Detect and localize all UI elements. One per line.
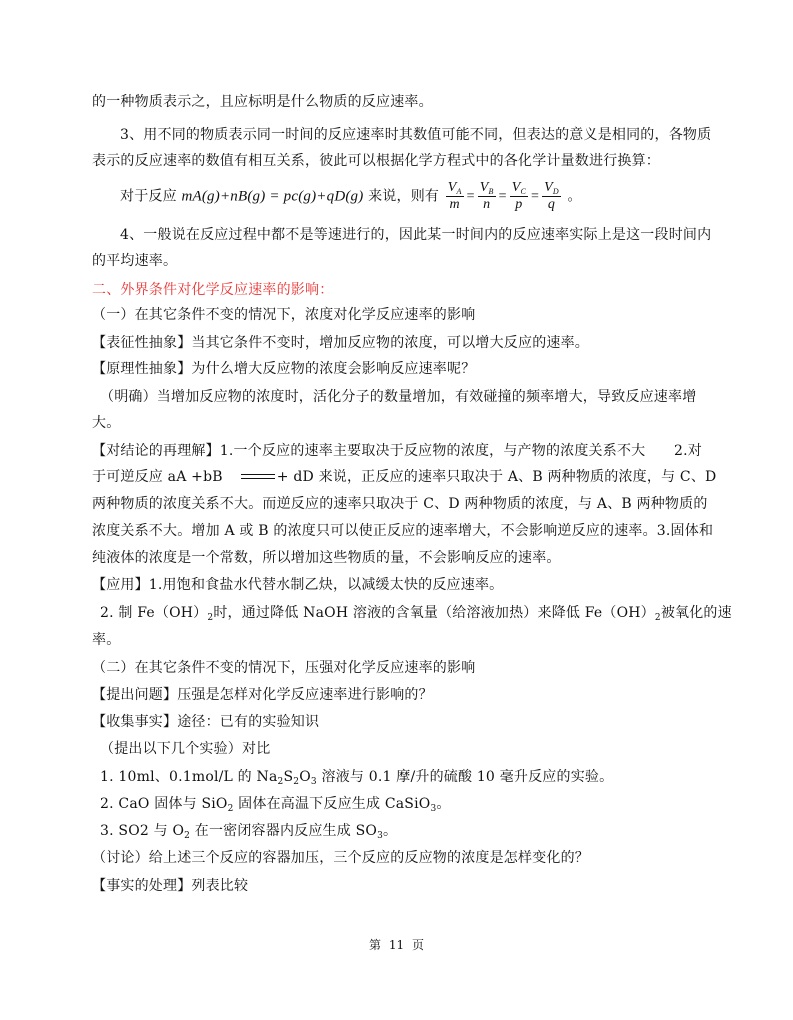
equals-sign: = — [466, 188, 475, 204]
text-span: 于可逆反应 aA +bB — [92, 469, 223, 485]
text-span: 被氧化的速 — [660, 605, 732, 621]
paragraph-line: 【表征性抽象】当其它条件不变时，增加反应物的浓度，可以增大反应的速率。 — [92, 335, 589, 351]
section-heading-2: 二、外界条件对化学反应速率的影响： — [92, 282, 334, 298]
reversible-arrow-icon — [241, 472, 275, 482]
fraction-vc-p: $\frac{V_C}{p}$ — [511, 180, 527, 212]
page-number: 第 11 页 — [369, 938, 424, 952]
paragraph-line — [92, 442, 702, 460]
experiment-item-2: 2. CaO 固体与 SiO$_2$ 固体在高温下反应生成 CaSiO$_3$。 — [100, 796, 451, 814]
paragraph-line: 【收集事实】途径：已有的实验知识 — [92, 714, 320, 730]
paragraph-line: 纯液体的浓度是一个常数，所以增加这些物质的量，不会影响反应的速率。 — [92, 550, 561, 566]
paragraph-line: 浓度关系不大。增加 A 或 B 的浓度只可以使正反应的速率增大，不会影响逆反应的速率。3.固体和 — [92, 523, 714, 539]
fraction-va-m: $\frac{V_A}{m}$ — [447, 180, 462, 212]
equals-sign: = — [531, 188, 540, 204]
paragraph-point-4: 4、一般说在反应过程中都不是等速进行的，因此某一时间内的反应速率实际上是这一段时间内 — [120, 227, 712, 243]
subsection-heading-pressure: （二）在其它条件不变的情况下，压强对化学反应速率的影响 — [92, 660, 476, 676]
fraction-vd-q: $\frac{V_D}{q}$ — [544, 180, 559, 212]
paragraph-point-3: 3、用不同的物质表示同一时间的反应速率时其数值可能不同，但表达的意义是相同的，各物质 — [120, 127, 712, 143]
formula-end: 。 — [567, 188, 582, 205]
text-span: 2. 制 Fe（OH） — [100, 605, 208, 621]
formula-middle: 来说，则有 — [368, 188, 440, 205]
paragraph-line: 大。 — [92, 415, 121, 431]
formula-prefix: 对于反应 — [120, 188, 177, 205]
experiment-item-1: 1. 10ml、0.1mol/L 的 $Na_2S_2O_3$ 溶液与 0.1 摩/升的硫酸 10 毫升反应的实验。 — [100, 769, 614, 787]
paragraph-line: 的一种物质表示之，且应标明是什么物质的反应速率。 — [92, 94, 433, 110]
text-span: 2.对 — [674, 443, 702, 459]
rate-formula — [120, 180, 582, 213]
paragraph-line: （讨论）给上述三个反应的容器加压，三个反应的反应物的浓度是怎样变化的？ — [92, 850, 589, 866]
paragraph-line: （明确）当增加反应物的浓度时，活化分子的数量增加，有效碰撞的频率增大，导致反应速率增 — [100, 389, 697, 405]
experiment-item-3: 3. SO2 与 $O_2$ 在一密闭容器内反应生成 $SO_3$。 — [100, 823, 398, 841]
paragraph-line — [100, 604, 732, 622]
equals-sign: = — [498, 188, 507, 204]
fraction-vb-n: $\frac{V_B}{n}$ — [479, 180, 494, 212]
text-span: 时，通过降低 NaOH 溶液的含氧量（给溶液加热）来降低 Fe（OH） — [213, 605, 655, 621]
paragraph-line: 【应用】1.用饱和食盐水代替水制乙炔，以减缓太快的反应速率。 — [92, 577, 504, 593]
paragraph-line: 【事实的处理】列表比较 — [92, 878, 249, 894]
paragraph-line — [92, 468, 716, 486]
paragraph-line: 两种物质的浓度关系不大。而逆反应的速率只取决于 C、D 两种物质的浓度，与 A、B 两种物质的 — [92, 496, 708, 512]
paragraph-line: 【提出问题】压强是怎样对化学反应速率进行影响的？ — [92, 687, 433, 703]
paragraph-line: 率。 — [92, 632, 121, 648]
paragraph-line: 表示的反应速率的数值有相互关系，彼此可以根据化学方程式中的各化学计量数进行换算： — [92, 153, 660, 169]
subscript: 2 — [654, 613, 661, 623]
paragraph-line: 的平均速率。 — [92, 253, 178, 269]
reaction-equation: mA(g)+nB(g) = pc(g)+qD(g) — [181, 188, 364, 205]
subsection-heading-concentration: （一）在其它条件不变的情况下，浓度对化学反应速率的影响 — [92, 307, 476, 323]
paragraph-line: （提出以下几个实验）对比 — [100, 741, 271, 757]
text-span: + dD 来说，正反应的速率只取决于 A、B 两种物质的浓度，与 C、D — [276, 469, 717, 485]
text-span: 【对结论的再理解】1.一个反应的速率主要取决于反应物的浓度，与产物的浓度关系不大 — [92, 443, 646, 459]
subscript: 2 — [207, 613, 214, 623]
paragraph-line: 【原理性抽象】为什么增大反应物的浓度会影响反应速率呢？ — [92, 361, 476, 377]
